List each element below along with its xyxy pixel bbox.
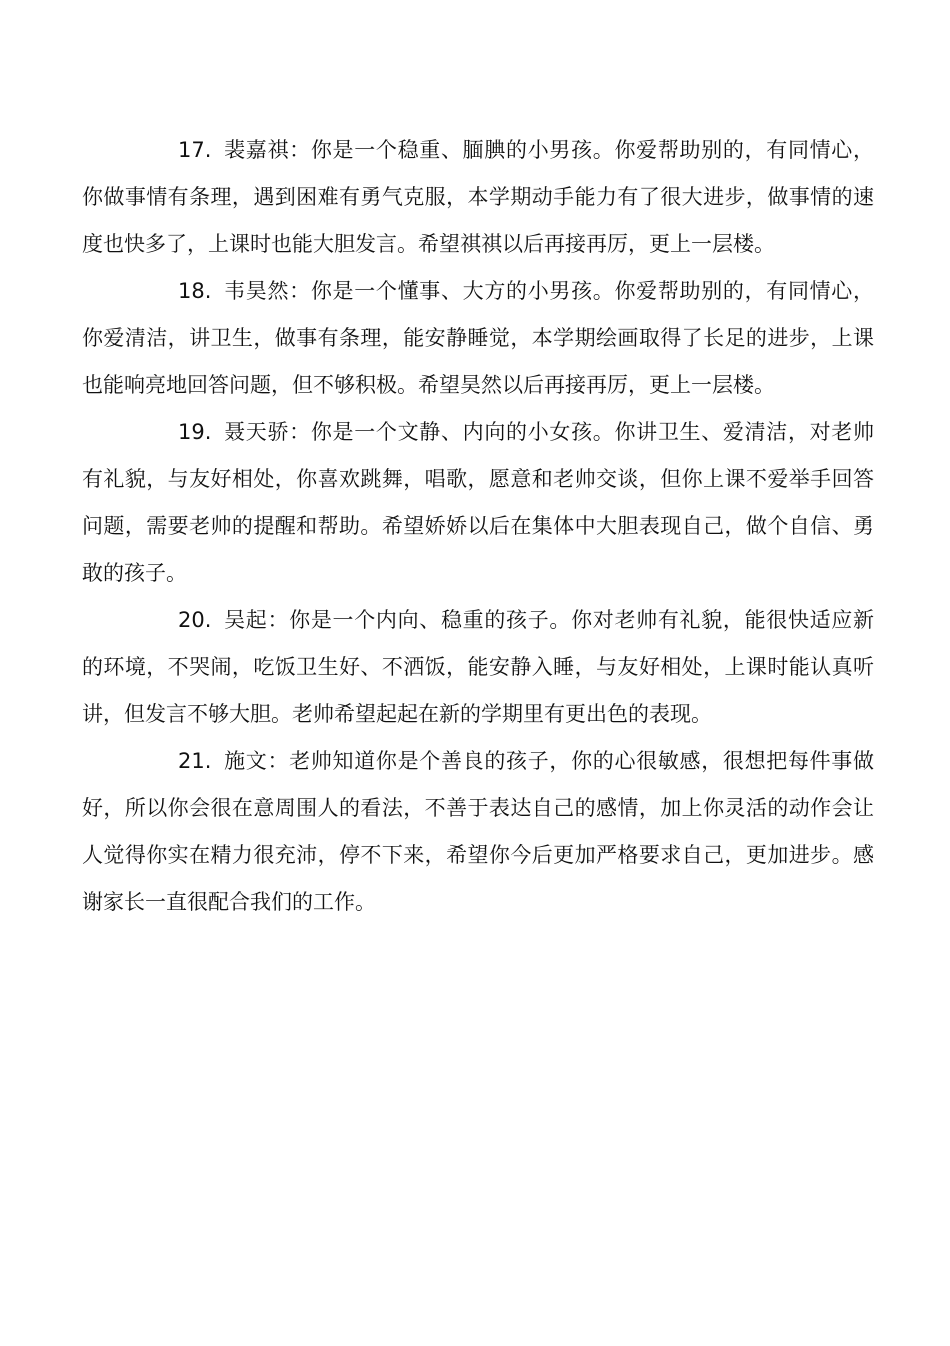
comment-paragraph-19 (82, 409, 874, 597)
comment-text: 韦昊然：你是一个懂事、大方的小男孩。你爱帮助别的，有同情心，你爱清洁，讲卫生，做事有条理，能安静睡觉，本学期绘画取得了长足的进步，上课也能响亮地回答问题，但不够积极。希望昊然以后再接再厉，更上一层楼。 (82, 279, 874, 397)
comment-number: 21. (178, 749, 212, 773)
comment-number: 17. (178, 138, 212, 162)
comment-text: 裴嘉祺：你是一个稳重、腼腆的小男孩。你爱帮助别的，有同情心，你做事情有条理，遇到困难有勇气克服，本学期动手能力有了很大进步，做事情的速度也快多了，上课时也能大胆发言。希望祺祺以后再接再厉，更上一层楼。 (82, 138, 874, 256)
comment-text: 聂天骄：你是一个文静、内向的小女孩。你讲卫生、爱清洁，对老帅有礼貌，与友好相处，你喜欢跳舞，唱歌，愿意和老帅交谈，但你上课不爱举手回答问题，需要老帅的提醒和帮助。希望娇娇以后在集体中大胆表现自己，做个自信、勇敢的孩子。 (82, 420, 874, 585)
comment-paragraph-17 (82, 127, 874, 268)
comment-text: 吴起：你是一个内向、稳重的孩子。你对老帅有礼貌，能很快适应新的环境，不哭闹，吃饭卫生好、不洒饭，能安静入睡，与友好相处，上课时能认真听讲，但发言不够大胆。老帅希望起起在新的学期里有更出色的表现。 (82, 608, 874, 726)
document-page (82, 127, 874, 926)
comment-paragraph-20 (82, 597, 874, 738)
comment-number: 20. (178, 608, 212, 632)
comment-paragraph-18 (82, 268, 874, 409)
comment-number: 19. (178, 420, 212, 444)
comment-paragraph-21 (82, 738, 874, 926)
comment-number: 18. (178, 279, 212, 303)
comment-text: 施文：老帅知道你是个善良的孩子，你的心很敏感，很想把每件事做好，所以你会很在意周围人的看法，不善于表达自己的感情，加上你灵活的动作会让人觉得你实在精力很充沛，停不下来，希望你今后更加严格要求自己，更加进步。感谢家长一直很配合我们的工作。 (82, 749, 874, 914)
